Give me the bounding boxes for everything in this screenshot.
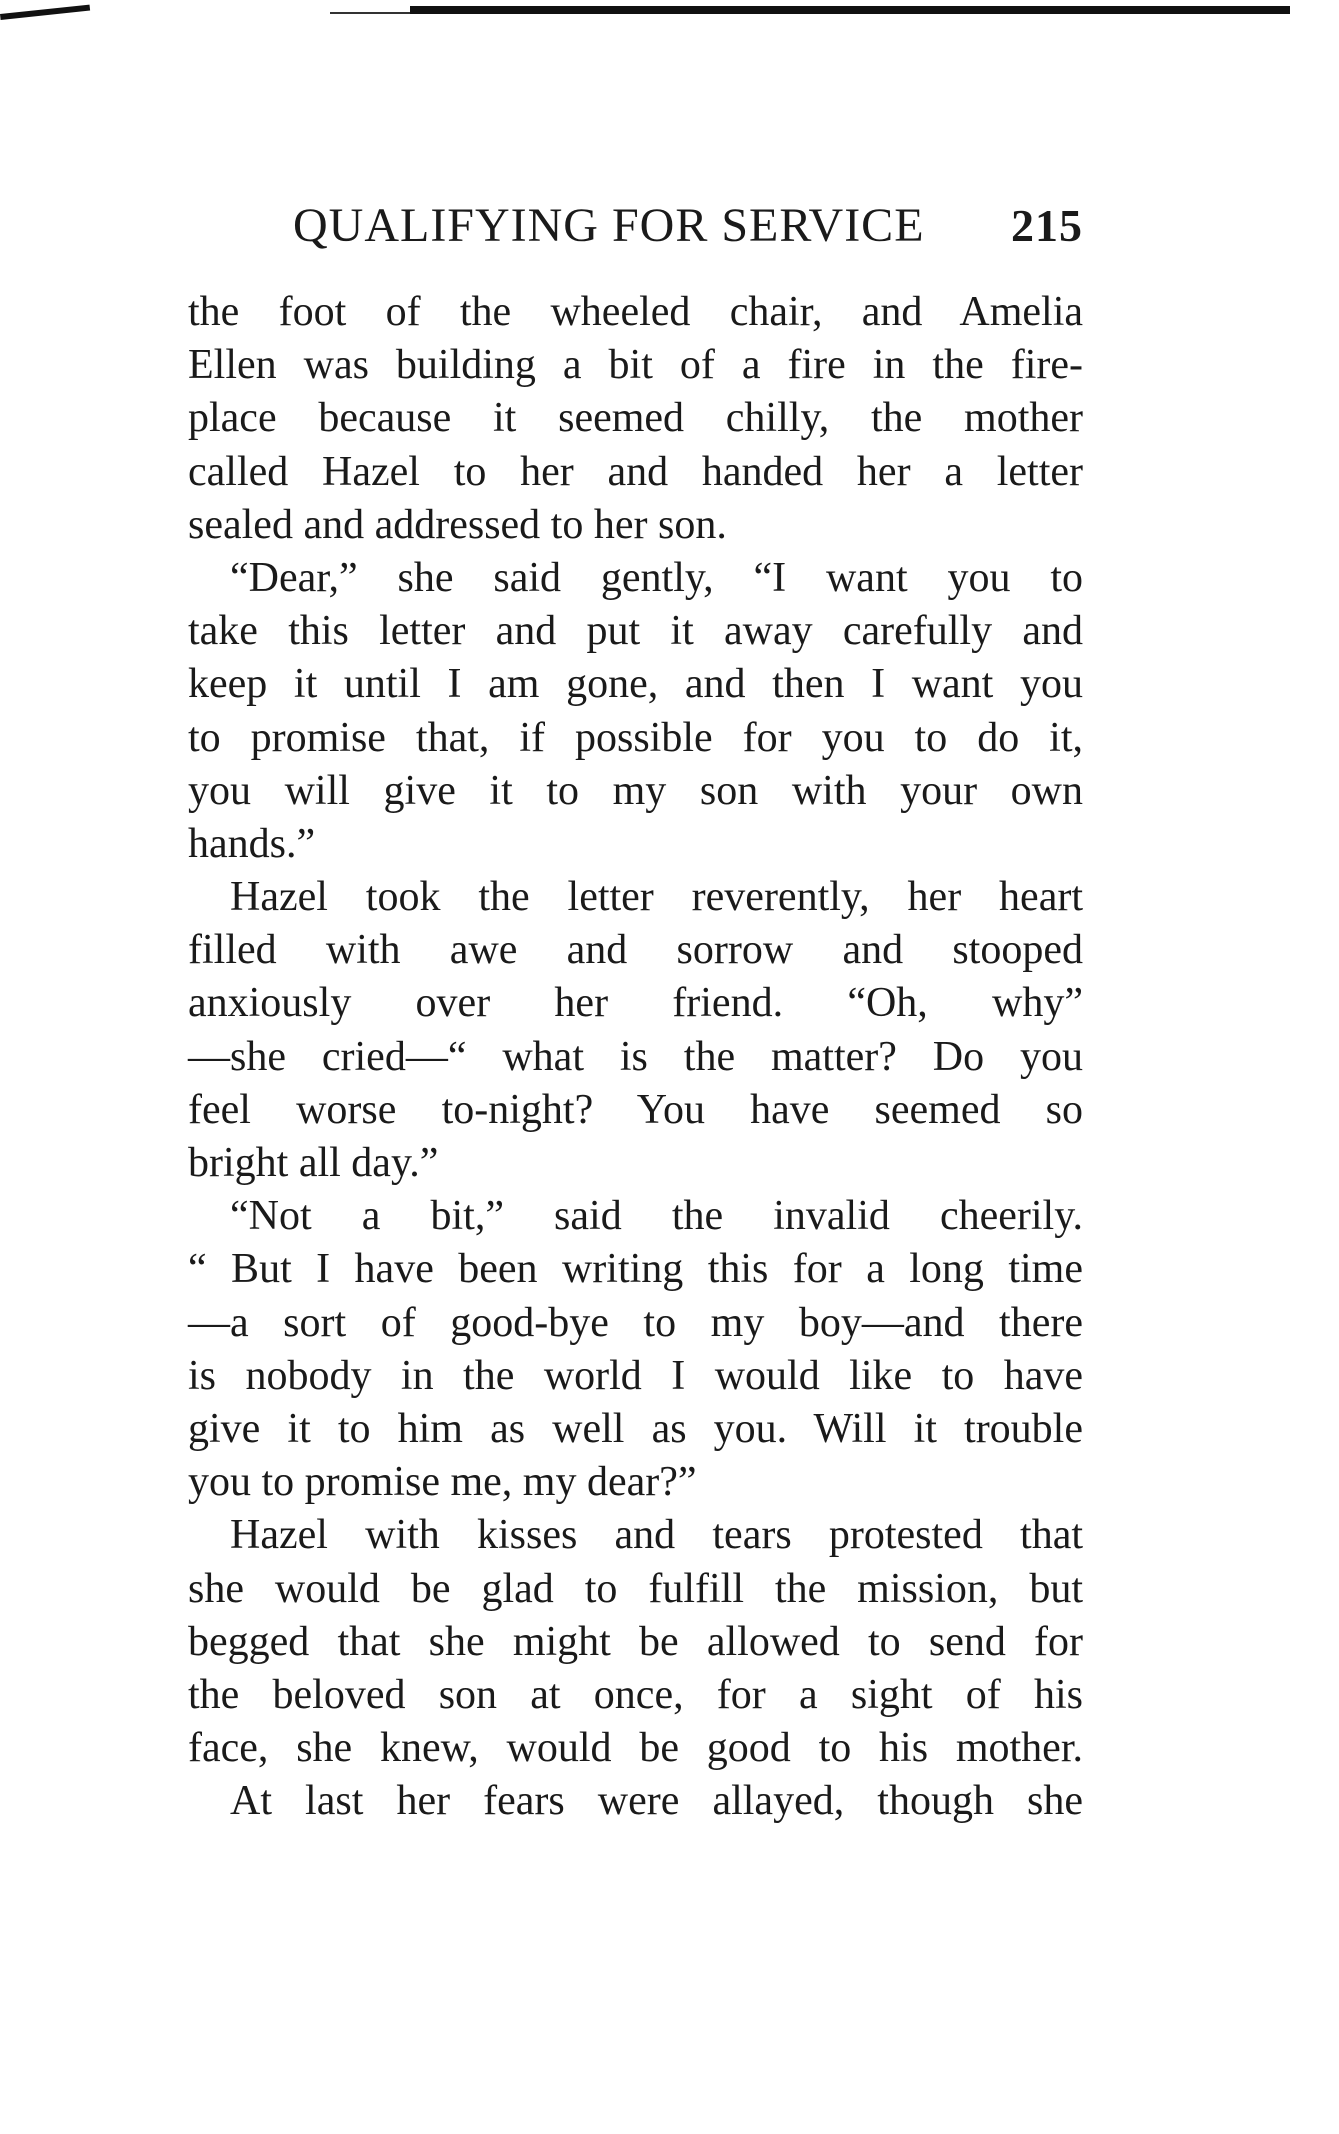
text-line: Ellen was building a bit of a fire in the fire-: [188, 342, 1083, 389]
text-line: is nobody in the world I would like to have: [188, 1352, 1083, 1399]
text-line: called Hazel to her and handed her a letter: [188, 448, 1083, 495]
scan-top-rule: [410, 6, 1290, 14]
text-line: At last her fears were allayed, though she: [230, 1778, 1083, 1825]
text-line: keep it until I am gone, and then I want you: [188, 661, 1083, 708]
text-line: she would be glad to fulfill the mission, but: [188, 1565, 1083, 1612]
text-line: feel worse to-night? You have seemed so: [188, 1086, 1083, 1133]
text-line: the foot of the wheeled chair, and Amelia: [188, 289, 1083, 335]
scan-top-rule-thin: [330, 12, 420, 14]
text-line: you to promise me, my dear?”: [188, 1459, 697, 1506]
text-line: face, she knew, would be good to his mother.: [188, 1725, 1083, 1772]
text-line: take this letter and put it away carefully and: [188, 608, 1083, 655]
text-line: place because it seemed chilly, the mother: [188, 395, 1083, 442]
text-line: the beloved son at once, for a sight of his: [188, 1671, 1083, 1718]
text-line: —a sort of good-bye to my boy—and there: [188, 1299, 1083, 1346]
text-line: “Dear,” she said gently, “I want you to: [230, 554, 1083, 601]
text-line: hands.”: [188, 820, 316, 867]
page-number: 215: [1011, 200, 1083, 251]
text-line: “ But I have been writing this for a long time: [188, 1246, 1083, 1293]
text-line: bright all day.”: [188, 1140, 439, 1186]
running-header: [293, 198, 1083, 258]
text-line: Hazel with kisses and tears protested that: [230, 1512, 1083, 1559]
body-text: [188, 286, 1083, 1828]
text-line: Hazel took the letter reverently, her heart: [230, 874, 1083, 921]
scan-corner-mark: [0, 5, 90, 20]
text-line: —she cried—“ what is the matter? Do you: [188, 1033, 1083, 1080]
text-line: “Not a bit,” said the invalid cheerily.: [230, 1193, 1083, 1240]
text-line: sealed and addressed to her son.: [188, 501, 727, 548]
text-line: give it to him as well as you. Will it trouble: [188, 1405, 1083, 1452]
running-title: QUALIFYING FOR SERVICE: [293, 199, 925, 252]
text-line: to promise that, if possible for you to do it,: [188, 714, 1083, 761]
text-line: filled with awe and sorrow and stooped: [188, 927, 1083, 974]
text-line: you will give it to my son with your own: [188, 767, 1083, 814]
text-line: anxiously over her friend. “Oh, why”: [188, 980, 1083, 1027]
text-line: begged that she might be allowed to send for: [188, 1618, 1083, 1665]
